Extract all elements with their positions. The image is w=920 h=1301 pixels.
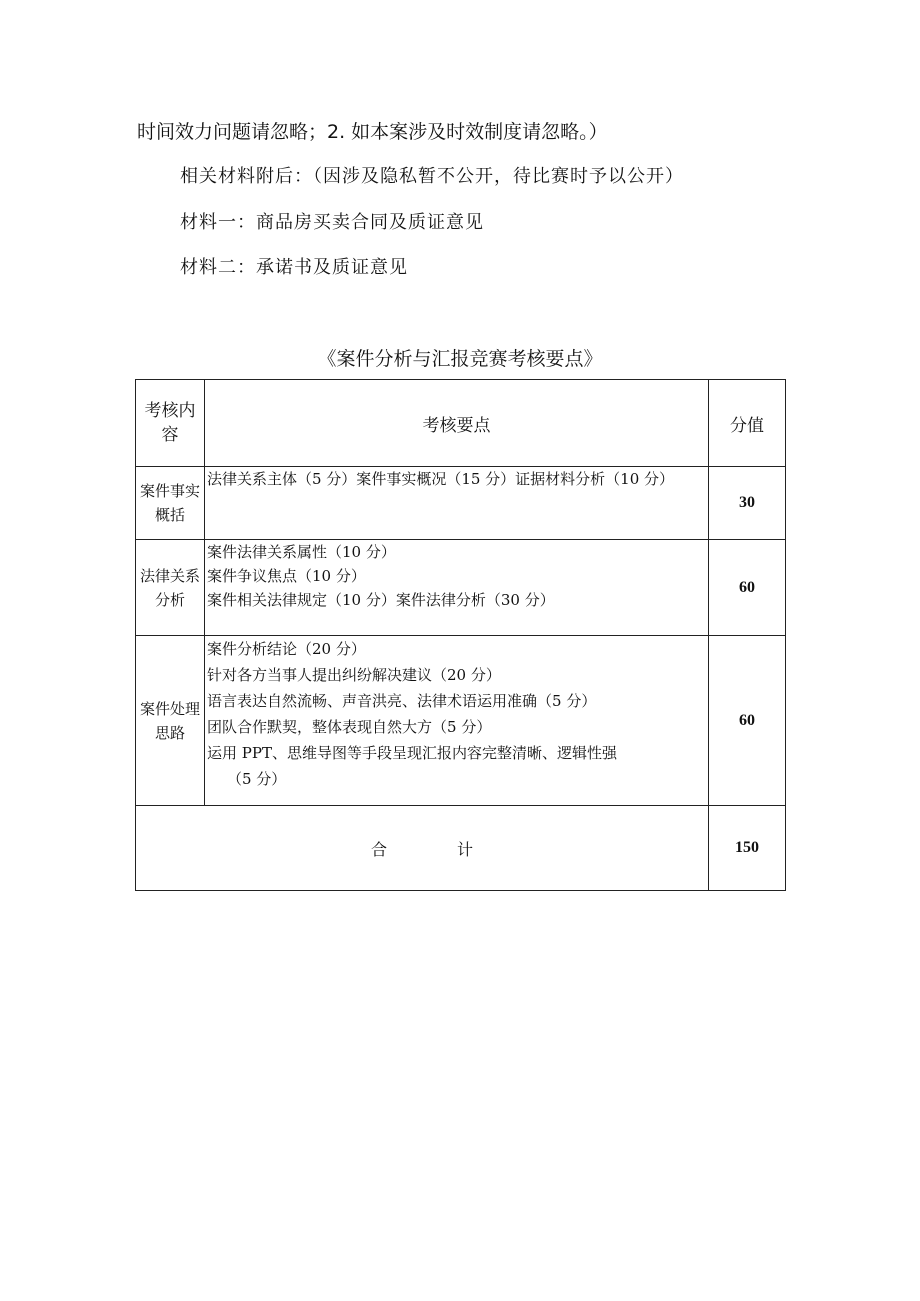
table-row [136, 467, 786, 540]
header-points-cell: 考核要点 [205, 380, 709, 467]
point-line: 运用 PPT、思维导图等手段呈现汇报内容完整清晰、逻辑性强 [207, 744, 617, 762]
category-line: 法律关系 [139, 566, 200, 585]
paragraph-line: 材料二：承诺书及质证意见 [180, 257, 408, 278]
score-cell: 30 [709, 467, 786, 540]
paragraph-line: 时间效力问题请忽略；2. 如本案涉及时效制度请忽略。） [137, 121, 608, 143]
table-row [136, 540, 786, 636]
category-cell [136, 467, 205, 540]
category-line: 概括 [154, 506, 185, 524]
category-cell [136, 636, 205, 806]
points-cell [205, 636, 709, 806]
assessment-table [135, 379, 786, 891]
header-content-line: 考核内 [144, 401, 196, 421]
paragraph-line: 相关材料附后：（因涉及隐私暂不公开，待比赛时予以公开） [180, 166, 684, 187]
points-cell [205, 540, 709, 636]
point-line: 团队合作默契，整体表现自然大方（5 分） [207, 718, 492, 736]
category-cell [136, 540, 205, 636]
point-line: （5 分） [227, 770, 287, 788]
total-score-cell: 150 [709, 806, 786, 891]
category-line: 案件事实 [139, 482, 200, 500]
point-line: 案件相关法律规定（10 分）案件法律分析（30 分） [207, 591, 555, 609]
point-line: 案件分析结论（20 分） [207, 640, 366, 658]
score-cell: 60 [709, 636, 786, 806]
category-line: 案件处理 [139, 699, 200, 718]
point-line: 案件争议焦点（10 分） [207, 567, 366, 585]
header-score-cell: 分值 [709, 380, 786, 467]
point-line: 法律关系主体（5 分）案件事实概况（15 分）证据材料分析（10 分） [207, 470, 675, 488]
table-total-row [136, 806, 786, 891]
total-label-cell [136, 806, 709, 891]
point-line: 案件法律关系属性（10 分） [207, 543, 396, 561]
point-line: 语言表达自然流畅、声音洪亮、法律术语运用准确（5 分） [207, 692, 597, 710]
table-title: 《案件分析与汇报竞赛考核要点》 [317, 348, 603, 370]
table-row [136, 636, 786, 806]
total-label: 计 [457, 839, 474, 859]
header-content-line: 容 [161, 425, 179, 445]
paragraph-line: 材料一：商品房买卖合同及质证意见 [180, 212, 484, 233]
score-cell: 60 [709, 540, 786, 636]
category-line: 分析 [154, 590, 185, 609]
total-label: 合 [370, 839, 387, 859]
point-line: 针对各方当事人提出纠纷解决建议（20 分） [207, 666, 501, 684]
points-cell [205, 467, 709, 540]
table-header-row [136, 380, 786, 467]
header-content-cell [136, 380, 205, 467]
category-line: 思路 [154, 723, 185, 742]
